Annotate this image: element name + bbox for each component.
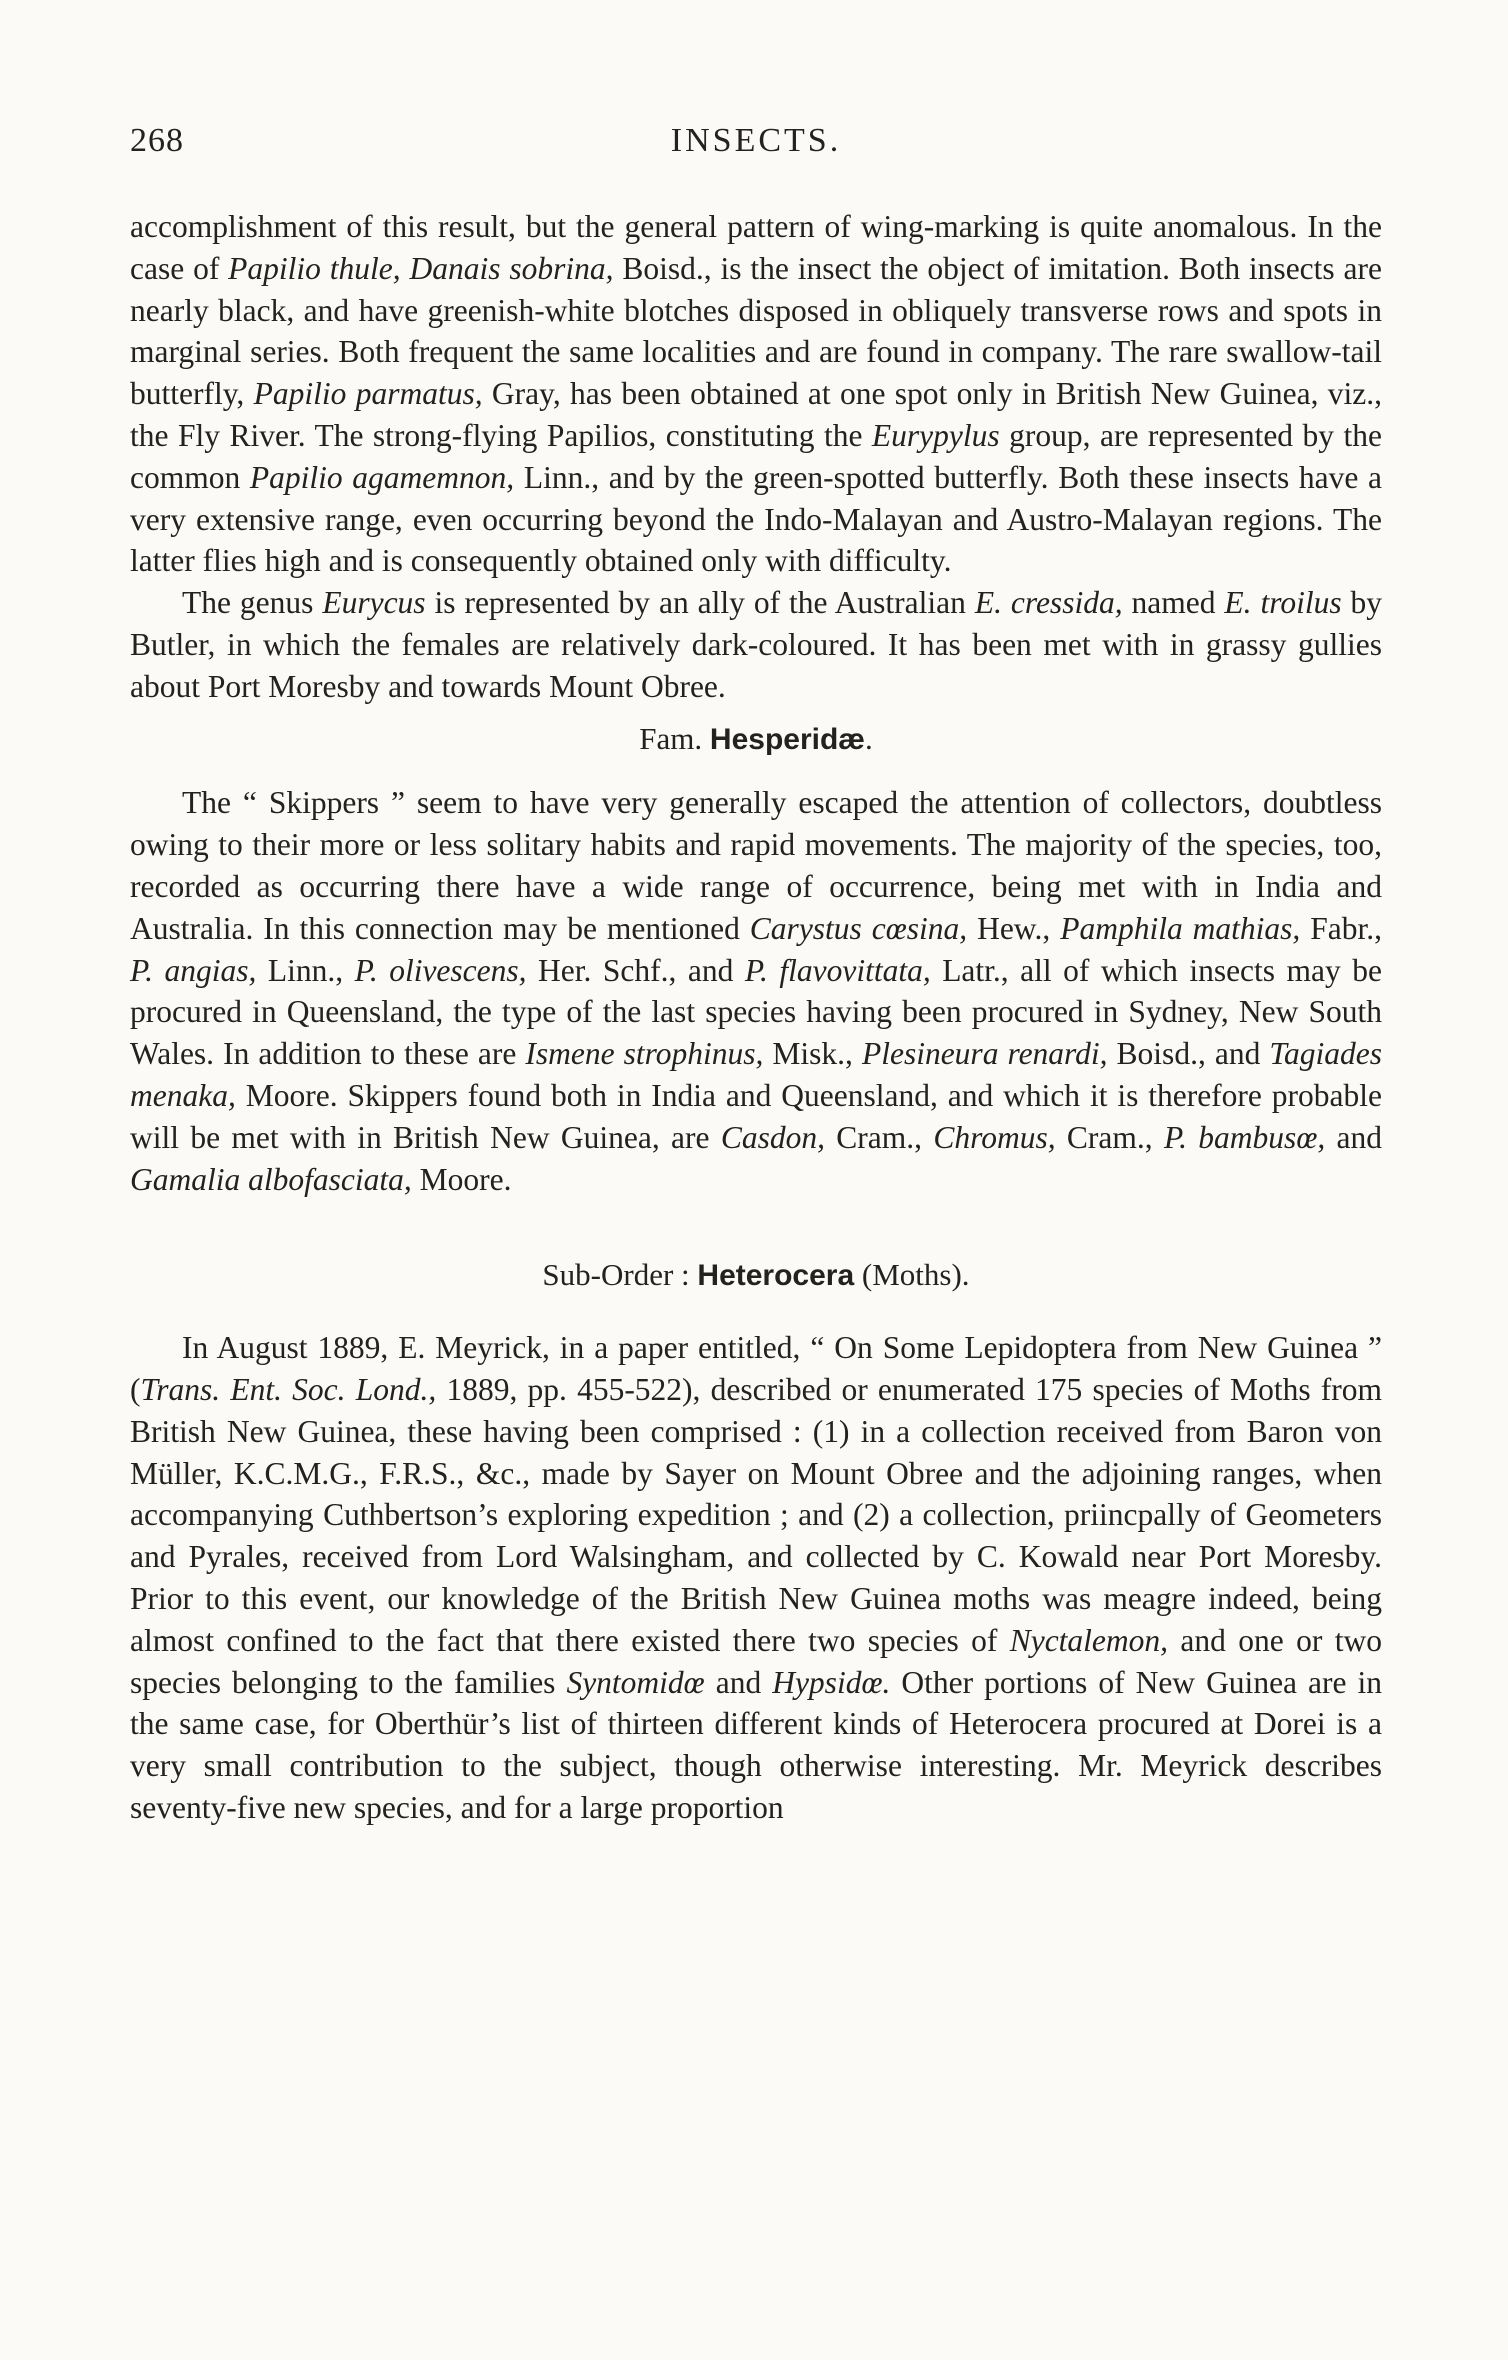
text-run: Gray, has been obtained at one spot only in British New Guinea, viz., the Fly River. The strong-flying Papilios, constituting the [130,376,1383,453]
paragraph-meyrick [130,1327,1382,1829]
italic-text: Papilio parmatus, [253,376,483,412]
italic-text: Eurycus [322,585,426,621]
page-body [130,206,1382,1829]
text-run: Cram., [824,1119,934,1155]
paragraph-eurycus [130,582,1382,707]
page-header [130,122,1382,172]
text-run: 1889, pp. 455-522), described or enumerated 175 species of Moths from British New Guinea, these having been comprised : (1) in a collection received from Baron von Müller, K.C.M.G., F.R.S., &c., made by Sayer on Mount Obree and the adjoining ranges, when accompanying Cuthbertson’s exploring expedition ; and (2) a collection, priincpally of Geometers and Pyrales, received from Lord Walsingham, and collected by C. Kowald near Port Moresby. Prior to this event, our knowledge of the British New Guinea moths was meagre indeed, being almost confined to the fact that there existed there two species of [130,1371,1382,1658]
italic-text: E. cressida, [974,585,1123,621]
heading-family-hesperidae [130,718,1382,761]
page-number: 268 [130,122,184,159]
italic-text: Eurypylus [871,417,1000,453]
text-run: The genus [182,585,323,621]
italic-text: P. flavovittata, [744,952,931,988]
text-run: The “ Skippers ” seem to have very generally escaped the attention of collectors, doubtless owing to their more or less solitary habits and rapid movements. The majority of the species, too, recorded as occurring there have a wide range of occurrence, being met with in India and Australia. In this connection may be mentioned [130,785,1382,946]
text-run: Hew., [967,910,1061,946]
italic-text: Papilio agamemnon, [249,459,515,495]
italic-text: Carystus cœsina, [749,910,968,946]
italic-text: Syntomidœ [566,1664,705,1700]
italic-text: Tagiades menaka, [130,1036,1382,1113]
heading-suffix: (Moths). [854,1257,970,1293]
text-run: is represented by an ally of the Australian [425,585,975,621]
italic-text: Pamphila mathias, [1060,910,1301,946]
text-run: Other portions of New Guinea are in the same case, for Oberthür’s list of thirteen different kinds of Heterocera procured at Dorei is a very small contribution to the subject, though otherwise interesting. Mr. Meyrick describes seventy-five new species, and for a large proportion [130,1664,1382,1825]
heading-suborder-heterocera [130,1254,1382,1297]
text-run: group, are represented by the common [130,417,1382,495]
italic-text: Trans. Ent. Soc. Lond., [140,1371,437,1407]
heading-group-name: Heterocera [697,1259,855,1293]
text-run: Misk., [763,1036,862,1072]
text-run: Latr., all of which insects may be procured in Queensland, the type of the last species having been procured in Sydney, New South Wales. In addition to these are [130,952,1382,1072]
text-run: Boisd., is the insect the object of imitation. Both insects are nearly black, and have greenish-white blotches disposed in obliquely transverse rows and spots in marginal series. Both frequent the same localities and are found in company. The rare swallow-tail butterfly, [130,250,1382,412]
italic-text: E. troilus [1224,585,1342,621]
italic-text: Gamalia albofasciata, [130,1161,412,1197]
italic-text: Hypsidœ. [772,1664,891,1700]
text-run: Boisd., and [1107,1036,1270,1072]
italic-text: Nyctalemon, [1009,1622,1169,1658]
italic-text: Papilio thule, Danais sobrina, [228,250,614,286]
text-run: Her. Schf., and [526,952,745,988]
italic-text: Casdon, [720,1119,825,1155]
italic-text: P. bambusœ, [1163,1119,1326,1155]
text-run: Moore. [411,1161,512,1197]
text-run: Fabr., [1300,910,1382,946]
heading-prefix: Fam. [639,720,710,756]
italic-text: P. olivescens, [354,952,527,988]
text-run: Linn., and by the green-spotted butterfly. Both these insects have a very extensive range, even occurring beyond the Indo-Malayan and Austro-Malayan regions. The latter flies high and is consequently obtained only with difficulty. [130,459,1382,579]
text-run: and [704,1664,773,1700]
italic-text: Ismene strophinus, [525,1036,764,1072]
heading-suffix: . [864,720,873,756]
text-run: Cram., [1055,1119,1164,1155]
text-run: named [1122,585,1225,621]
italic-text: P. angias, [130,952,257,988]
text-run: Linn., [256,952,355,988]
text-run: In August 1889, E. Meyrick, in a paper entitled, “ On Some Lepidoptera from New Guinea ” ( [130,1330,1382,1407]
heading-group-name: Hesperidæ [709,722,865,756]
text-run: by Butler, in which the females are relatively dark-coloured. It has been met with in grassy gullies about Port Moresby and towards Mount Obree. [130,585,1383,704]
heading-prefix: Sub-Order : [542,1257,698,1293]
paragraph-skippers [130,782,1382,1200]
running-title: INSECTS. [670,122,842,159]
italic-text: Plesineura renardi, [861,1036,1108,1072]
italic-text: Chromus, [933,1119,1056,1155]
text-run: and [1325,1119,1382,1155]
text-run: and one or two species belonging to the families [130,1622,1382,1700]
text-run: accomplishment of this result, but the general pattern of wing-marking is quite anomalous. In the case of [130,209,1382,286]
text-run: Moore. Skippers found both in India and Queensland, and which it is therefore probable will be met with in British New Guinea, are [130,1077,1382,1155]
paragraph-wing-marking [130,206,1382,582]
